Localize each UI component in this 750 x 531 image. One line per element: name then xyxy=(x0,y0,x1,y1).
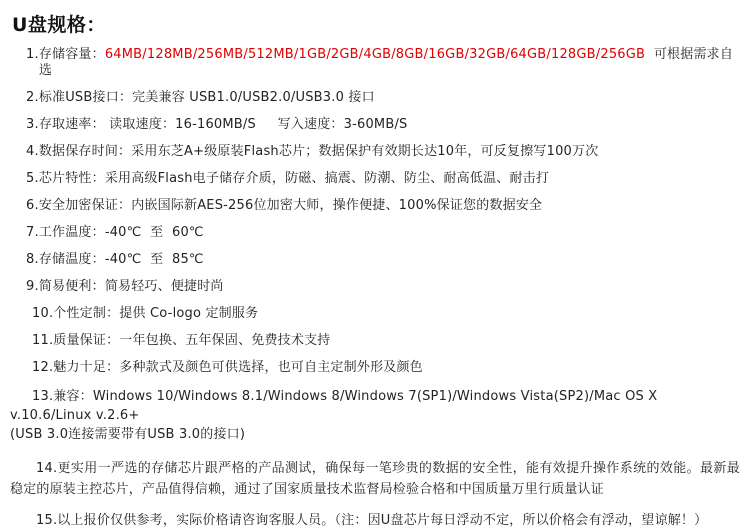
spec-item-2 xyxy=(10,90,740,106)
spec-item-9-body: 简易便利：简易轻巧、便捷时尚 xyxy=(38,279,224,294)
spec-item-10-body: 个性定制：提供 Co-logo 定制服务 xyxy=(53,306,259,321)
spec-item-13-line-1 xyxy=(10,387,740,425)
spec-item-1 xyxy=(10,47,740,79)
spec-item-3 xyxy=(10,117,740,133)
spec-item-5-body: 芯片特性：采用高级Flash电子储存介质，防磁、搞震、防潮、防尘、耐高低温、耐击打 xyxy=(38,171,550,186)
spec-item-7 xyxy=(10,225,740,241)
spec-item-11-body: 质量保证：一年包换、五年保固、免费技术支持 xyxy=(53,333,331,348)
spec-item-11-number: 11. xyxy=(32,333,54,348)
spec-item-6 xyxy=(10,198,740,214)
spec-item-14 xyxy=(10,458,740,500)
spec-item-6-number: 6. xyxy=(26,198,39,213)
spec-item-2-body: 标准USB接口：完美兼容 USB1.0/USB2.0/USB3.0 接口 xyxy=(38,90,375,105)
spec-item-1-segment-2: 可根据需求自选 xyxy=(38,47,734,78)
spec-item-9 xyxy=(10,279,740,295)
spec-item-1-segment-1-capacities: 64MB/128MB/256MB/512MB/1GB/2GB/4GB/8GB/16GB/32GB/64GB/128GB/256GB xyxy=(104,47,646,62)
page-title: U盘规格： xyxy=(12,14,106,36)
spec-item-12 xyxy=(10,360,740,376)
spec-item-10 xyxy=(10,306,740,322)
spec-item-3-body: 存取速率： 读取速度：16-160MB/S 写入速度：3-60MB/S xyxy=(38,117,408,132)
spec-item-7-number: 7. xyxy=(26,225,39,240)
spec-item-15-text: 15.以上报价仅供参考，实际价格请咨询客服人员。（注：因U盘芯片每日浮动不定，所以价格会有浮动，望谅解！） xyxy=(36,513,708,528)
spec-item-9-number: 9. xyxy=(26,279,39,294)
spec-item-10-number: 10. xyxy=(32,306,54,321)
spec-item-14-text: 14.更实用一严选的存储芯片跟严格的产品测试，确保每一笔珍贵的数据的安全性，能有效提升操作系统的效能。最新最稳定的原装主控芯片，产品值得信赖，通过了国家质量技术监督局检验合格和中国质量万里行质量认证 xyxy=(10,461,740,497)
spec-item-15 xyxy=(10,510,740,531)
spec-item-7-body: 工作温度：-40℃ 至 60℃ xyxy=(38,225,204,240)
spec-item-1-segment-0: 存储容量： xyxy=(38,47,105,62)
spec-item-13-line-2: (USB 3.0连接需要带有USB 3.0的接口) xyxy=(10,427,246,442)
spec-item-5 xyxy=(10,171,740,187)
spec-item-2-number: 2. xyxy=(26,90,39,105)
spec-list xyxy=(10,47,740,531)
spec-item-8 xyxy=(10,252,740,268)
spec-item-4 xyxy=(10,144,740,160)
spec-item-6-body: 安全加密保证：内嵌国际新AES-256位加密大师，操作便捷、100%保证您的数据安全 xyxy=(38,198,543,213)
spec-item-12-number: 12. xyxy=(32,360,54,375)
spec-item-8-body: 存储温度：-40℃ 至 85℃ xyxy=(38,252,204,267)
spec-item-13-number: 13. xyxy=(32,389,54,404)
spec-item-1-body xyxy=(39,47,740,79)
spec-item-13 xyxy=(10,387,740,444)
spec-item-1-number: 1. xyxy=(26,47,39,62)
spec-item-5-number: 5. xyxy=(26,171,39,186)
spec-item-4-body: 数据保存时间：采用东芝A+级原装Flash芯片；数据保护有效期长达10年，可反复擦写100万次 xyxy=(38,144,599,159)
spec-item-12-body: 魅力十足：多种款式及颜色可供选择，也可自主定制外形及颜色 xyxy=(53,360,423,375)
spec-item-8-number: 8. xyxy=(26,252,39,267)
spec-item-11 xyxy=(10,333,740,349)
spec-item-4-number: 4. xyxy=(26,144,39,159)
spec-item-13-compatibility: 兼容：Windows 10/Windows 8.1/Windows 8/Windows 7(SP1)/Windows Vista(SP2)/Mac OS X v.10.6/Linux v.2.6+ xyxy=(10,389,662,423)
spec-item-3-number: 3. xyxy=(26,117,39,132)
